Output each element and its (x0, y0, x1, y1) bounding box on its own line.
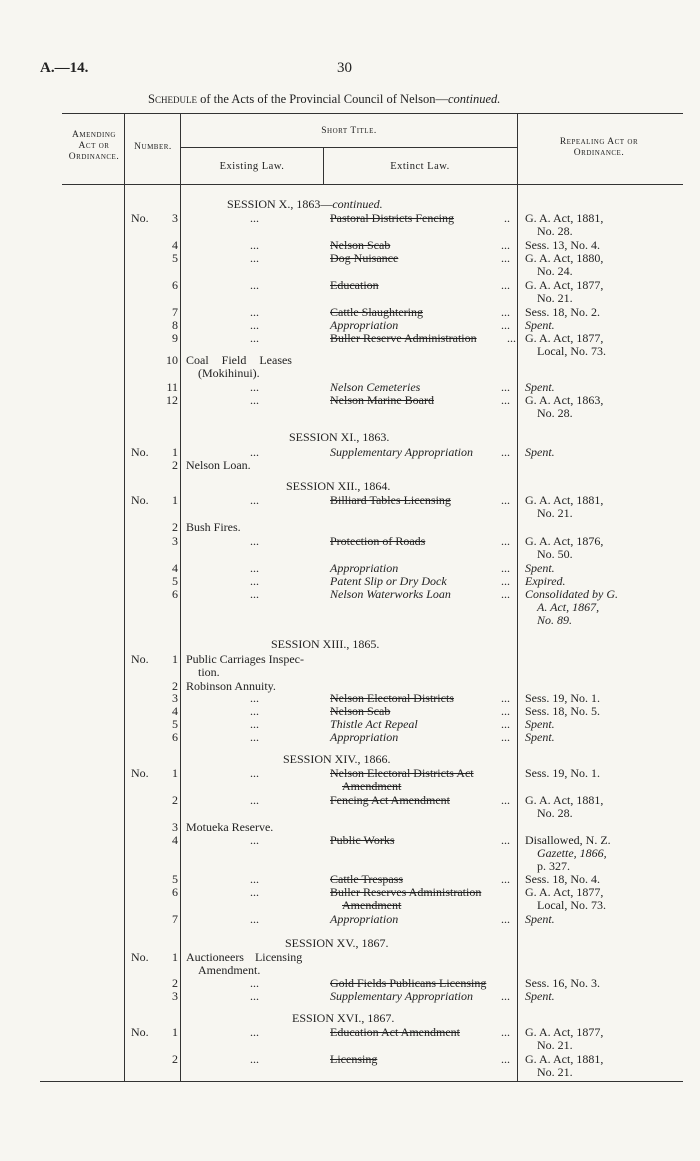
session-heading: SESSION XV., 1867. (285, 936, 389, 950)
col-divider-1 (124, 113, 125, 1081)
col-divider-existing-extinct (323, 148, 324, 184)
session-heading: SESSION XIV., 1866. (283, 752, 391, 766)
schedule-caption (148, 92, 500, 107)
session-heading: SESSION XIII., 1865. (271, 637, 380, 651)
session-heading: ESSION XVI., 1867. (292, 1011, 395, 1025)
table-top-rule (62, 113, 683, 114)
session-heading: SESSION X., 1863—continued. (227, 197, 383, 211)
table-header-rule (62, 184, 683, 185)
col-header-extinct: Extinct Law. (390, 161, 450, 172)
session-heading: SESSION XII., 1864. (286, 479, 391, 493)
table-bottom-rule (40, 1081, 683, 1082)
document-reference: A.—14. (40, 60, 89, 76)
session-heading: SESSION XI., 1863. (289, 430, 390, 444)
caption-lead: Schedule (148, 92, 197, 106)
caption-continued: continued. (447, 92, 501, 106)
col-divider-3 (517, 113, 518, 1081)
short-title-rule (180, 147, 517, 148)
col-header-amending: Amending Act or Ordinance. (68, 130, 120, 162)
caption-rest: of the Acts of the Provincial Council of Nelson— (196, 92, 448, 106)
col-divider-2 (180, 113, 181, 1081)
col-header-existing: Existing Law. (219, 161, 285, 172)
page-number: 30 (337, 60, 352, 76)
col-header-number: Number. (134, 142, 172, 152)
col-header-repealing: Repealing Act or Ordinance. (559, 137, 639, 158)
col-header-short-title: Short Title. (321, 126, 377, 136)
